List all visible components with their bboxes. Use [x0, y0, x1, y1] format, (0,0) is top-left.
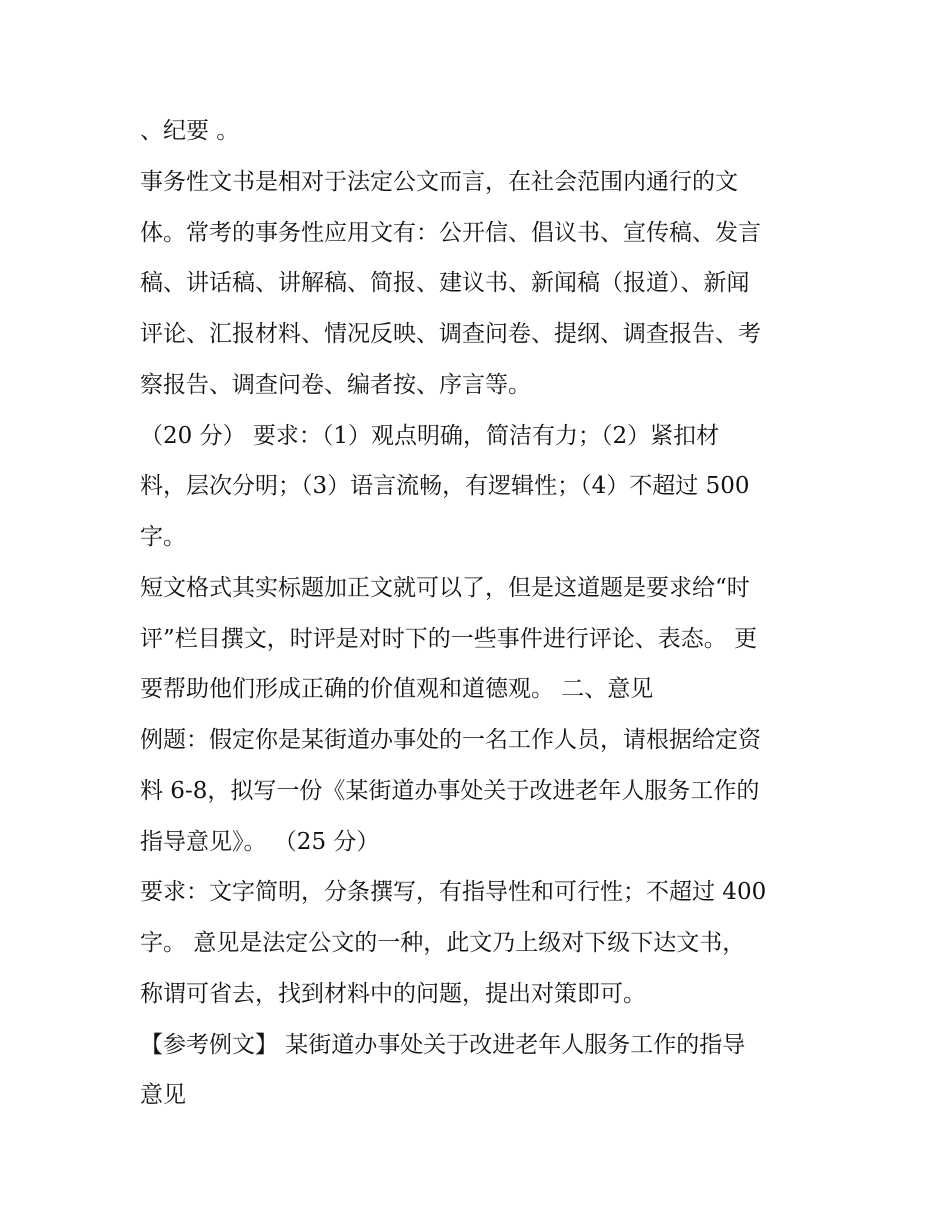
text-line: 字。 意见是法定公文的一种，此文乃上级对下级下达文书， [140, 930, 746, 956]
text-line: 察报告、调查问卷、编者按、序言等。 [140, 371, 531, 398]
body-text [140, 106, 820, 1121]
text-line: 例题：假定你是某街道办事处的一名工作人员，请根据给定资 [140, 727, 761, 753]
text-line: 、纪要 。 [140, 118, 240, 144]
text-line: 料，层次分明；（3）语言流畅，有逻辑性；（4）不超过 500 [140, 473, 750, 500]
text-line: 事务性文书是相对于法定公文而言，在社会范围内通行的文 [140, 168, 738, 195]
text-line: 【参考例文】 某街道办事处关于改进老年人服务工作的指导 [140, 1031, 746, 1058]
text-line: 评”栏目撰文，时评是对时下的一些事件进行评论、表态。 更 [140, 625, 758, 652]
text-line: 短文格式其实标题加正文就可以了，但是这道题是要求给“时 [140, 574, 750, 601]
text-line: 要求：文字简明，分条撰写，有指导性和可行性；不超过 400 [140, 879, 767, 906]
text-line: 字。 [140, 524, 186, 550]
text-line: 体。常考的事务性应用文有：公开信、倡议书、宣传稿、发言 [140, 219, 761, 246]
text-line: 称谓可省去，找到材料中的问题，提出对策即可。 [140, 980, 646, 1007]
text-line: 评论、汇报材料、情况反映、调查问卷、提纲、调查报告、考 [140, 321, 761, 347]
text-line: 指导意见》。 （25 分） [140, 828, 380, 855]
text-line: 稿、讲话稿、讲解稿、简报、建议书、新闻稿（报道）、新闻 [140, 270, 750, 297]
text-line: （20 分） 要求：（1）观点明确，简洁有力；（2）紧扣材 [140, 422, 720, 449]
text-line: 料 6-8，拟写一份《某街道办事处关于改进老年人服务工作的 [140, 777, 760, 804]
text-line: 要帮助他们形成正确的价值观和道德观。 二、意见 [140, 676, 654, 703]
text-line: 意见 [140, 1082, 186, 1109]
